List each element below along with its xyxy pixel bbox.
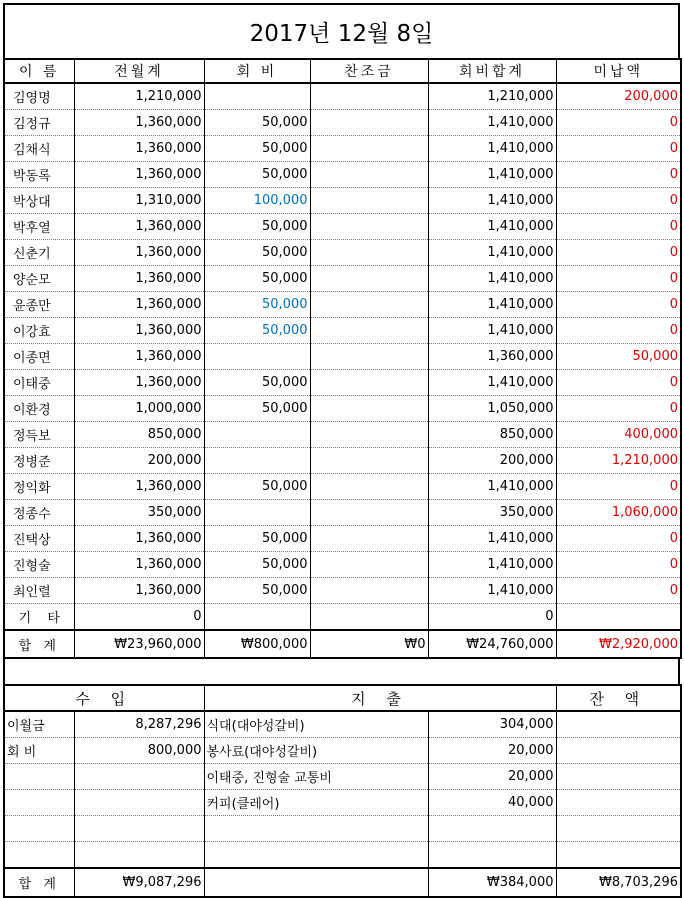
header-sponsor: 찬조금 — [310, 59, 428, 83]
member-name: 김정규 — [4, 110, 74, 136]
member-row — [4, 110, 681, 136]
member-total: 1,410,000 — [428, 136, 556, 162]
member-unpaid — [556, 604, 681, 631]
member-name: 이환경 — [4, 396, 74, 422]
member-total: 1,410,000 — [428, 214, 556, 240]
member-sponsor — [310, 162, 428, 188]
member-prev: 1,210,000 — [74, 83, 204, 110]
member-row — [4, 370, 681, 396]
member-sponsor — [310, 396, 428, 422]
member-name: 정득보 — [4, 422, 74, 448]
header-prev: 전월계 — [74, 59, 204, 83]
member-sponsor — [310, 266, 428, 292]
member-total: 1,410,000 — [428, 318, 556, 344]
member-fee — [204, 500, 310, 526]
member-row — [4, 162, 681, 188]
member-unpaid: 0 — [556, 162, 681, 188]
member-prev: 1,000,000 — [74, 396, 204, 422]
member-prev: 1,360,000 — [74, 136, 204, 162]
spacer — [3, 659, 680, 684]
expense-amount — [428, 816, 556, 842]
member-fee — [204, 604, 310, 631]
member-sponsor — [310, 474, 428, 500]
income-amount: 8,287,296 — [74, 711, 204, 738]
member-name: 최인렬 — [4, 578, 74, 604]
expense-amount: 40,000 — [428, 790, 556, 816]
member-prev: 1,360,000 — [74, 344, 204, 370]
member-fee — [204, 448, 310, 474]
member-total: 1,410,000 — [428, 110, 556, 136]
totals-fee: ₩800,000 — [204, 630, 310, 658]
member-fee: 50,000 — [204, 110, 310, 136]
header-row — [4, 59, 681, 83]
member-total: 1,050,000 — [428, 396, 556, 422]
member-row — [4, 500, 681, 526]
balance-cell — [556, 816, 681, 842]
income-amount — [74, 790, 204, 816]
summary-total-expense: ₩384,000 — [428, 868, 556, 897]
member-name: 이강효 — [4, 318, 74, 344]
balance-cell — [556, 738, 681, 764]
totals-label: 합 계 — [4, 630, 74, 658]
expense-label — [204, 816, 428, 842]
member-row — [4, 266, 681, 292]
member-unpaid: 50,000 — [556, 344, 681, 370]
member-row — [4, 292, 681, 318]
member-fee: 50,000 — [204, 240, 310, 266]
member-name: 박동록 — [4, 162, 74, 188]
summary-row — [4, 711, 681, 738]
summary-total-balance: ₩8,703,296 — [556, 868, 681, 897]
member-row — [4, 578, 681, 604]
member-name: 박상대 — [4, 188, 74, 214]
member-name: 진택상 — [4, 526, 74, 552]
member-row — [4, 240, 681, 266]
member-unpaid: 0 — [556, 578, 681, 604]
member-unpaid: 0 — [556, 214, 681, 240]
member-sponsor — [310, 422, 428, 448]
expense-label: 식대(대야성갈비) — [204, 711, 428, 738]
income-label — [4, 816, 74, 842]
header-name: 이 름 — [4, 59, 74, 83]
member-row — [4, 214, 681, 240]
balance-cell — [556, 764, 681, 790]
member-fee: 50,000 — [204, 214, 310, 240]
member-name: 정익화 — [4, 474, 74, 500]
member-row — [4, 552, 681, 578]
dues-table — [3, 58, 682, 659]
page-title: 2017년 12월 8일 — [3, 3, 680, 58]
expense-amount: 304,000 — [428, 711, 556, 738]
member-prev: 850,000 — [74, 422, 204, 448]
member-sponsor — [310, 240, 428, 266]
summary-row — [4, 764, 681, 790]
member-unpaid: 0 — [556, 318, 681, 344]
income-label — [4, 764, 74, 790]
member-unpaid: 0 — [556, 474, 681, 500]
member-prev: 1,360,000 — [74, 162, 204, 188]
member-total: 1,410,000 — [428, 188, 556, 214]
member-total: 1,210,000 — [428, 83, 556, 110]
member-fee: 50,000 — [204, 136, 310, 162]
member-prev: 1,360,000 — [74, 266, 204, 292]
totals-prev: ₩23,960,000 — [74, 630, 204, 658]
member-total: 1,410,000 — [428, 292, 556, 318]
header-unpaid: 미납액 — [556, 59, 681, 83]
member-sponsor — [310, 214, 428, 240]
member-prev: 200,000 — [74, 448, 204, 474]
member-fee: 50,000 — [204, 318, 310, 344]
member-unpaid: 0 — [556, 552, 681, 578]
member-row — [4, 83, 681, 110]
member-row — [4, 526, 681, 552]
member-sponsor — [310, 448, 428, 474]
member-prev: 1,360,000 — [74, 240, 204, 266]
expense-label: 이태중, 진형술 교통비 — [204, 764, 428, 790]
member-name: 기 타 — [4, 604, 74, 631]
member-unpaid: 1,210,000 — [556, 448, 681, 474]
header-fee: 회 비 — [204, 59, 310, 83]
member-prev: 0 — [74, 604, 204, 631]
member-name: 신춘기 — [4, 240, 74, 266]
member-prev: 1,360,000 — [74, 526, 204, 552]
member-unpaid: 0 — [556, 136, 681, 162]
member-row — [4, 344, 681, 370]
member-prev: 1,360,000 — [74, 318, 204, 344]
totals-unpaid: ₩2,920,000 — [556, 630, 681, 658]
member-fee — [204, 422, 310, 448]
member-sponsor — [310, 318, 428, 344]
member-unpaid: 0 — [556, 396, 681, 422]
member-sponsor — [310, 604, 428, 631]
member-total: 850,000 — [428, 422, 556, 448]
balance-header: 잔 액 — [556, 685, 681, 711]
summary-row — [4, 816, 681, 842]
summary-total-income: ₩9,087,296 — [74, 868, 204, 897]
member-prev: 1,310,000 — [74, 188, 204, 214]
member-sponsor — [310, 110, 428, 136]
member-sponsor — [310, 500, 428, 526]
expense-label: 봉사료(대야성갈비) — [204, 738, 428, 764]
member-prev: 1,360,000 — [74, 292, 204, 318]
member-unpaid: 0 — [556, 266, 681, 292]
member-fee: 50,000 — [204, 370, 310, 396]
expense-amount: 20,000 — [428, 764, 556, 790]
member-sponsor — [310, 370, 428, 396]
member-fee — [204, 83, 310, 110]
member-fee: 50,000 — [204, 396, 310, 422]
member-sponsor — [310, 292, 428, 318]
member-total: 1,410,000 — [428, 552, 556, 578]
expense-amount — [428, 842, 556, 869]
member-sponsor — [310, 83, 428, 110]
expense-header: 지 출 — [204, 685, 556, 711]
income-label — [4, 790, 74, 816]
member-name: 박후열 — [4, 214, 74, 240]
member-fee: 50,000 — [204, 474, 310, 500]
member-unpaid: 0 — [556, 526, 681, 552]
member-prev: 1,360,000 — [74, 552, 204, 578]
member-unpaid: 400,000 — [556, 422, 681, 448]
member-unpaid: 0 — [556, 292, 681, 318]
summary-rows — [4, 711, 681, 868]
member-name: 진형술 — [4, 552, 74, 578]
member-total: 350,000 — [428, 500, 556, 526]
member-fee: 50,000 — [204, 292, 310, 318]
income-header: 수 입 — [4, 685, 204, 711]
member-fee: 50,000 — [204, 526, 310, 552]
balance-cell — [556, 790, 681, 816]
member-unpaid: 0 — [556, 370, 681, 396]
member-row — [4, 318, 681, 344]
member-fee: 50,000 — [204, 552, 310, 578]
totals-row — [4, 630, 681, 658]
member-prev: 1,360,000 — [74, 578, 204, 604]
totals-total: ₩24,760,000 — [428, 630, 556, 658]
member-name: 윤종만 — [4, 292, 74, 318]
member-prev: 1,360,000 — [74, 214, 204, 240]
member-row — [4, 474, 681, 500]
summary-header-row — [4, 685, 681, 711]
income-label: 회 비 — [4, 738, 74, 764]
member-unpaid: 0 — [556, 188, 681, 214]
income-amount — [74, 764, 204, 790]
member-name: 정병준 — [4, 448, 74, 474]
member-row — [4, 604, 681, 631]
member-total: 1,410,000 — [428, 578, 556, 604]
member-fee: 50,000 — [204, 162, 310, 188]
member-name: 이태중 — [4, 370, 74, 396]
member-name: 이종면 — [4, 344, 74, 370]
member-total: 1,410,000 — [428, 474, 556, 500]
member-total: 1,360,000 — [428, 344, 556, 370]
member-unpaid: 0 — [556, 110, 681, 136]
income-label: 이월금 — [4, 711, 74, 738]
summary-row — [4, 790, 681, 816]
member-unpaid: 200,000 — [556, 83, 681, 110]
member-name: 정종수 — [4, 500, 74, 526]
member-sponsor — [310, 552, 428, 578]
member-sponsor — [310, 344, 428, 370]
member-total: 1,410,000 — [428, 162, 556, 188]
expense-label: 커피(클레어) — [204, 790, 428, 816]
member-fee: 50,000 — [204, 578, 310, 604]
member-sponsor — [310, 136, 428, 162]
summary-row — [4, 738, 681, 764]
member-prev: 1,360,000 — [74, 110, 204, 136]
member-prev: 1,360,000 — [74, 474, 204, 500]
summary-row — [4, 842, 681, 869]
summary-total-label: 합 계 — [4, 868, 74, 897]
member-name: 김채식 — [4, 136, 74, 162]
expense-amount: 20,000 — [428, 738, 556, 764]
member-row — [4, 136, 681, 162]
member-fee — [204, 344, 310, 370]
member-total: 1,410,000 — [428, 266, 556, 292]
member-fee: 50,000 — [204, 266, 310, 292]
member-total: 0 — [428, 604, 556, 631]
member-sponsor — [310, 526, 428, 552]
member-row — [4, 188, 681, 214]
member-prev: 350,000 — [74, 500, 204, 526]
member-total: 1,410,000 — [428, 240, 556, 266]
member-name: 김영명 — [4, 83, 74, 110]
income-amount — [74, 816, 204, 842]
totals-sponsor: ₩0 — [310, 630, 428, 658]
member-name: 양순모 — [4, 266, 74, 292]
member-sponsor — [310, 188, 428, 214]
expense-label — [204, 842, 428, 869]
member-unpaid: 1,060,000 — [556, 500, 681, 526]
member-rows — [4, 83, 681, 630]
member-row — [4, 396, 681, 422]
income-amount: 800,000 — [74, 738, 204, 764]
member-row — [4, 422, 681, 448]
balance-cell — [556, 711, 681, 738]
spreadsheet — [3, 3, 680, 898]
header-total: 회비합계 — [428, 59, 556, 83]
summary-table — [3, 684, 682, 898]
member-total: 200,000 — [428, 448, 556, 474]
member-unpaid: 0 — [556, 240, 681, 266]
member-fee: 100,000 — [204, 188, 310, 214]
income-amount — [74, 842, 204, 869]
member-sponsor — [310, 578, 428, 604]
member-total: 1,410,000 — [428, 370, 556, 396]
income-label — [4, 842, 74, 869]
member-total: 1,410,000 — [428, 526, 556, 552]
member-row — [4, 448, 681, 474]
member-prev: 1,360,000 — [74, 370, 204, 396]
balance-cell — [556, 842, 681, 869]
